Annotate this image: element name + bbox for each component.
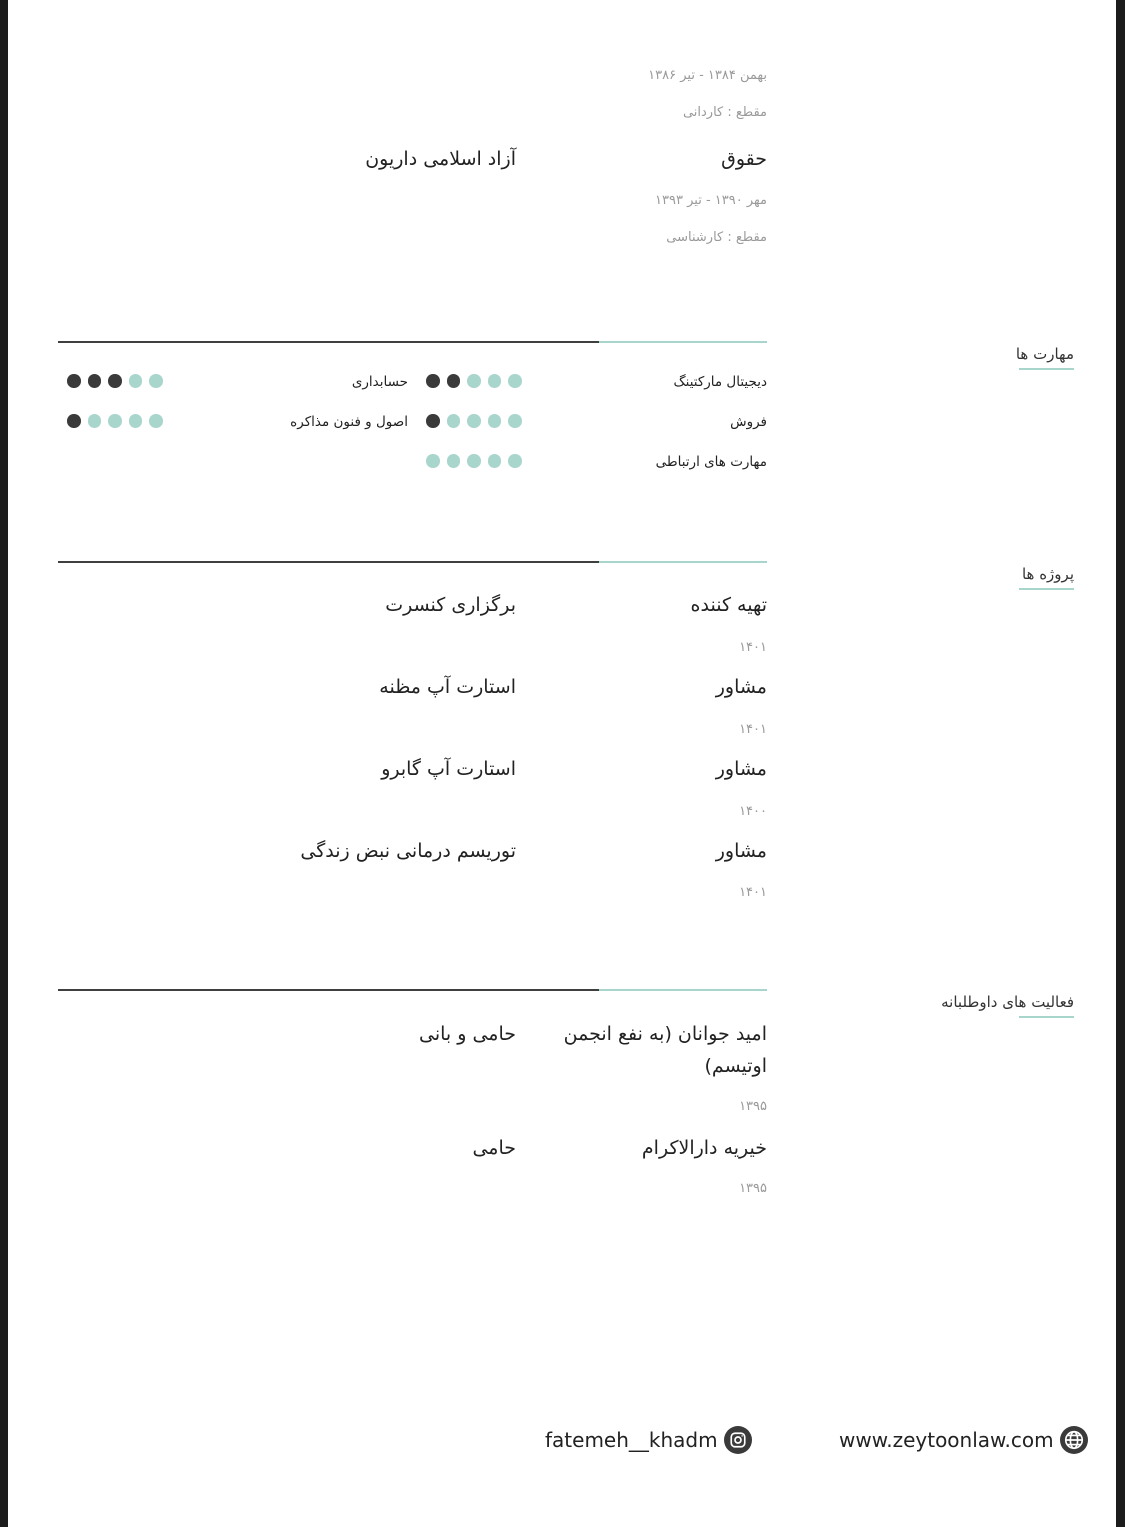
skill-dot-empty [508, 374, 522, 388]
project-role: مشاور [715, 758, 767, 780]
project-year: ۱۴۰۱ [739, 885, 767, 900]
section-title-underline [1019, 368, 1074, 370]
skill-label: دیجیتال مارکتینگ [673, 374, 767, 390]
website-link[interactable]: www.zeytoonlaw.com [839, 1428, 1054, 1452]
volunteer-org: خیریه دارالاکرام [641, 1137, 767, 1159]
right-edge-bar [1116, 0, 1125, 1527]
skill-dot-filled [88, 374, 102, 388]
skill-rating [426, 374, 522, 388]
section-divider [58, 561, 767, 563]
section-title: فعالیت های داوطلبانه [941, 993, 1074, 1011]
globe-icon [1060, 1426, 1088, 1454]
skill-rating [426, 414, 522, 428]
website-contact[interactable] [839, 1426, 1088, 1454]
project-year: ۱۴۰۰ [739, 804, 767, 819]
skill-dot-empty [447, 454, 461, 468]
skill-label: فروش [730, 414, 767, 430]
skill-label: حسابداری [351, 374, 408, 390]
skill-dot-filled [108, 374, 122, 388]
skill-label: مهارت های ارتباطی [655, 454, 767, 470]
skill-dot-empty [488, 374, 502, 388]
skill-dot-filled [426, 414, 440, 428]
skill-dot-empty [508, 414, 522, 428]
skill-dot-empty [467, 454, 481, 468]
volunteer-org: امید جوانان (به نفع انجمن [563, 1023, 767, 1045]
skill-dot-empty [488, 414, 502, 428]
education-degree: مقطع : کاردانی [682, 105, 767, 120]
section-title: پروژه ها [1021, 565, 1074, 583]
skill-dot-filled [426, 374, 440, 388]
skill-rating [426, 454, 522, 468]
section-divider [58, 989, 767, 991]
skill-dot-empty [129, 374, 143, 388]
skill-dot-empty [467, 414, 481, 428]
volunteer-role: حامی و بانی [418, 1023, 516, 1045]
skill-dot-filled [447, 374, 461, 388]
instagram-icon [724, 1426, 752, 1454]
volunteer-role: حامی [472, 1137, 516, 1159]
skill-label: اصول و فنون مذاکره [290, 414, 408, 430]
volunteer-year: ۱۳۹۵ [739, 1099, 767, 1114]
skill-dot-empty [488, 454, 502, 468]
section-divider [58, 341, 767, 343]
skill-dot-empty [88, 414, 102, 428]
skill-dot-empty [447, 414, 461, 428]
project-name: استارت آپ مظنه [379, 676, 516, 698]
project-role: مشاور [715, 676, 767, 698]
education-date: مهر ۱۳۹۰ - تیر ۱۳۹۳ [655, 193, 767, 208]
volunteer-year: ۱۳۹۵ [739, 1181, 767, 1196]
project-role: مشاور [715, 840, 767, 862]
education-school: آزاد اسلامی داریون [365, 148, 516, 170]
skill-dot-empty [508, 454, 522, 468]
instagram-contact[interactable] [545, 1426, 752, 1454]
skill-dot-empty [467, 374, 481, 388]
skill-dot-filled [67, 414, 81, 428]
project-year: ۱۴۰۱ [739, 640, 767, 655]
skill-rating [67, 374, 163, 388]
left-edge-bar [0, 0, 8, 1527]
skill-dot-empty [149, 374, 163, 388]
project-role: تهیه کننده [690, 594, 767, 616]
project-name: استارت آپ گابرو [381, 758, 516, 780]
section-title-underline [1019, 588, 1074, 590]
project-year: ۱۴۰۱ [739, 722, 767, 737]
education-date: بهمن ۱۳۸۴ - تیر ۱۳۸۶ [648, 68, 767, 83]
volunteer-org: اوتیسم) [704, 1055, 767, 1077]
instagram-handle[interactable]: fatemeh__khadm [545, 1428, 718, 1452]
project-name: برگزاری کنسرت [385, 594, 516, 616]
skill-rating [67, 414, 163, 428]
skill-dot-filled [67, 374, 81, 388]
education-degree: مقطع : کارشناسی [666, 230, 767, 245]
education-field: حقوق [721, 148, 767, 170]
skill-dot-empty [129, 414, 143, 428]
section-title: مهارت ها [1015, 345, 1074, 363]
project-name: توریسم درمانی نبض زندگی [300, 840, 516, 862]
section-title-underline [1019, 1016, 1074, 1018]
skill-dot-empty [149, 414, 163, 428]
skill-dot-empty [108, 414, 122, 428]
skill-dot-empty [426, 454, 440, 468]
